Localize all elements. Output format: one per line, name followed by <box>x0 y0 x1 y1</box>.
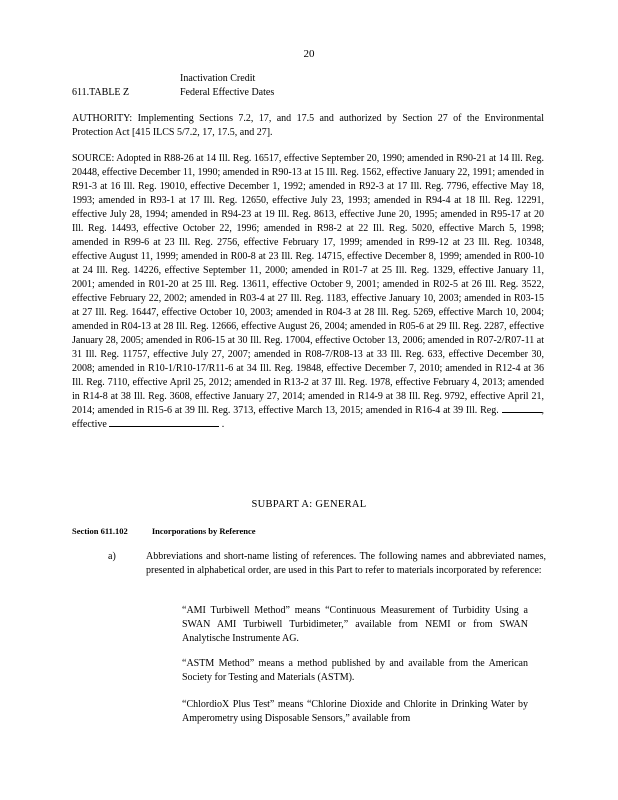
table-heading-line1: Inactivation Credit <box>180 73 256 84</box>
source-tail-separator: , <box>541 405 544 416</box>
subpart-heading: SUBPART A: GENERAL <box>251 499 367 510</box>
blank-volume-line <box>502 412 542 413</box>
section-heading <box>72 526 278 536</box>
source-tail-end: . <box>221 419 225 430</box>
section-title: Incorporations by Reference <box>151 526 256 536</box>
paragraph-text: Abbreviations and short-name listing of references. The following names and abbreviated names, presented in alphabetical order, are used in this Part to refer to materials incorporated by reference: <box>146 551 546 576</box>
paragraph-marker: a) <box>108 551 116 562</box>
definition-chlordiox-plus: “ChlordioX Plus Test” means “Chlorine Dioxide and Chlorite in Drinking Water by Amperometry using Disposable Sensors,” available from <box>182 699 528 724</box>
definition-ami-turbiwell: “AMI Turbiwell Method” means “Continuous Measurement of Turbidity Using a SWAN AMI Turbiwell Turbidimeter,” available from NEMI or from SWAN Analytische Instrumente AG. <box>182 605 528 644</box>
page-number: 20 <box>303 48 315 60</box>
authority-note: AUTHORITY: Implementing Sections 7.2, 17, and 17.5 and authorized by Section 27 of the Environmental Protection Act [415 ILCS 5/7.2, 17, 17.5, and 27]. <box>72 113 544 138</box>
source-text: SOURCE: Adopted in R88-26 at 14 Ill. Reg. 16517, effective September 20, 1990; amended in R90-21 at 14 Ill. Reg. 20448, effective December 11, 1990; amended in R90-13 at 15 Ill. Reg. 1562, effective January 22, 1991; amended in R91-3 at 16 Ill. Reg. 19010, effective December 1, 1992; amended in R92-3 at 17 Ill. Reg. 7796, effective May 18, 1993; amended in R93-1 at 17 Ill. Reg. 12650, effective July 23, 1993; amended in R94-4 at 18 Ill. Reg. 12291, effective July 28, 1994; amended in R94-23 at 19 Ill. Reg. 8613, effective June 20, 1995; amended in R95-17 at 20 Ill. Reg. 14493, effective October 22, 1996; amended in R98-2 at 22 Ill. Reg. 5020, effective March 5, 1998; amended in R99-6 at 23 Ill. Reg. 2756, effective February 17, 1999; amended in R99-12 at 23 Ill. Reg. 10348, effective August 11, 1999; amended in R00-8 at 23 Ill. Reg. 14715, effective December 8, 1999; amended in R00-10 at 24 Ill. Reg. 14226, effective September 11, 2000; amended in R01-7 at 25 Ill. Reg. 1329, effective January 11, 2001; amended in R01-20 at 25 Ill. Reg. 13611, effective October 9, 2001; amended in R02-5 at 26 Ill. Reg. 3522, effective February 22, 2002; amended in R03-4 at 27 Ill. Reg. 1183, effective January 10, 2003; amended in R03-15 at 27 Ill. Reg. 16447, effective October 10, 2003; amended in R04-3 at 28 Ill. Reg. 5269, effective March 10, 2004; amended in R04-13 at 28 Ill. Reg. 12666, effective August 26, 2004; amended in R05-6 at 29 Ill. Reg. 2287, effective January 28, 2005; amended in R06-15 at 30 Ill. Reg. 17004, effective October 13, 2006; amended in R07-2/R07-11 at 31 Ill. Reg. 11757, effective July 27, 2007; amended in R08-7/R08-13 at 33 Ill. Reg. 633, effective December 30, 2008; amended in R10-1/R10-17/R11-6 at 34 Ill. Reg. 19848, effective December 7, 2010; amended in R12-4 at 36 Ill. Reg. 7110, effective April 25, 2012; amended in R13-2 at 37 Ill. Reg. 1978, effective February 4, 2013; amended in R14-8 at 38 Ill. Reg. 3608, effective January 27, 2014; amended in R14-9 at 38 Ill. Reg. 9792, effective April 21, 2014; amended in R15-6 at 39 Ill. Reg. 3713, effective March 13, 2015; amended in R16-4 at 39 Ill. Reg. <box>72 153 544 416</box>
definition-astm-method: “ASTM Method” means a method published by and available from the American Society for Testing and Materials (ASTM). <box>182 658 528 683</box>
source-note <box>72 152 544 432</box>
source-tail-word: effective <box>72 419 107 430</box>
table-heading-line2: Federal Effective Dates <box>180 87 275 98</box>
paragraph-a <box>108 550 546 578</box>
blank-date-line <box>109 426 219 427</box>
section-number: Section 611.102 <box>72 526 128 536</box>
table-label: 611.TABLE Z <box>72 87 130 98</box>
